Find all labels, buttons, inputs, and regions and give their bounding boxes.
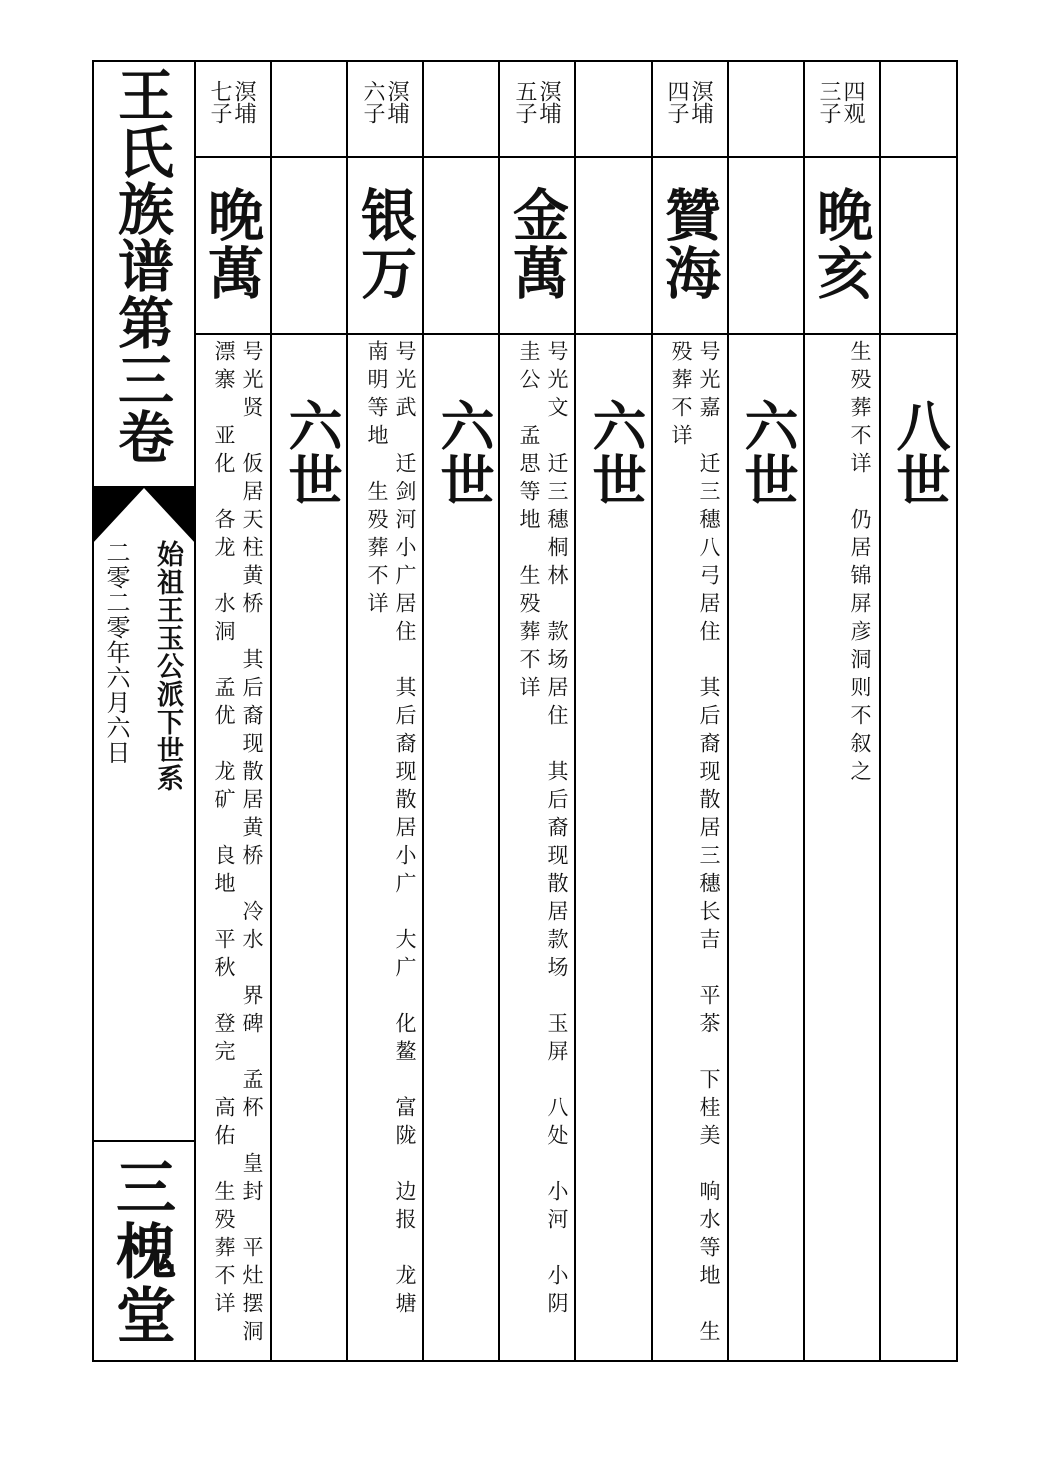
person-name: 晚萬	[199, 186, 265, 302]
ornament-corner	[92, 486, 196, 546]
col-divider	[270, 60, 272, 1362]
col-divider	[879, 60, 881, 1362]
person-biography: 生殁葬不详 仍居锦屏彦洞则不叙之	[848, 340, 872, 788]
generation-label: 八世	[888, 398, 952, 506]
person-name: 晚亥	[808, 186, 874, 302]
col-divider	[498, 60, 500, 1362]
person-name: 金萬	[504, 186, 570, 302]
title-divider-bottom	[92, 1140, 196, 1142]
generation-label: 六世	[736, 398, 800, 506]
parent-label: 溟埔 四子	[664, 80, 713, 124]
book-title: 王氏族谱第三卷	[109, 66, 175, 465]
col-divider	[651, 60, 653, 1362]
parent-label: 溟埔 七子	[207, 80, 256, 124]
person-name: 银万	[352, 186, 418, 302]
generation-label: 六世	[280, 398, 344, 506]
parent-label: 溟埔 六子	[360, 80, 409, 124]
col-divider	[803, 60, 805, 1362]
col-divider	[727, 60, 729, 1362]
row-divider-2	[194, 333, 958, 335]
hall-name: 三槐堂	[106, 1156, 176, 1348]
parent-label: 溟埔 五子	[512, 80, 561, 124]
col-divider	[422, 60, 424, 1362]
generation-label: 六世	[432, 398, 496, 506]
row-divider-1	[194, 156, 958, 158]
person-biography: 号光贤 仮居天柱黄桥 其后裔现散居黄桥 冷水 界碑 孟杯 皇封 平灶摆洞 漂寨 亚化 各龙 水洞 孟优 龙矿 良地 平秋 登完 高佑 生殁葬不详	[212, 340, 264, 1348]
person-biography: 号光嘉 迁三穗八弓居住 其后裔现散居三穗长吉 平茶 下桂美 响水等地 生 殁葬不详	[669, 340, 721, 1348]
col-divider	[574, 60, 576, 1362]
compile-date: 二零二零年六月六日	[102, 540, 130, 765]
lineage-subtitle: 始祖王玉公派下世系	[152, 540, 183, 792]
person-name: 贊海	[656, 186, 722, 302]
col-divider	[346, 60, 348, 1362]
person-biography: 号光武 迁剑河小广居住 其后裔现散居小广 大广 化鳌 富陇 边报 龙塘 南明等地 生殁葬不详	[365, 340, 417, 1320]
title-panel-border	[194, 60, 196, 1362]
generation-label: 六世	[584, 398, 648, 506]
parent-label: 四观 三子	[816, 80, 865, 124]
person-biography: 号光文 迁三穗桐林 款场居住 其后裔现散居款场 玉屏 八处 小河 小阴 圭公 孟思等地 生殁葬不详	[517, 340, 569, 1320]
